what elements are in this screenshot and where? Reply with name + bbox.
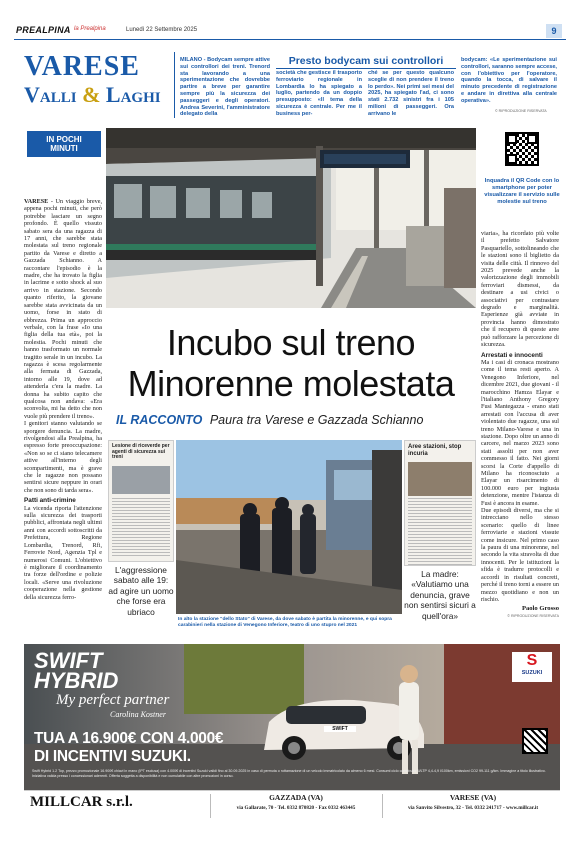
bodycam-lead: MILANO - Bodycam sempre attive sui controllori dei treni. Trenord sta lavorando a una sperimentazione che dovrebbe partire a breve per garantire sempre più la sicurezza dei passeggeri e degli operatori. Andrea Severini, l'amministratore delegato della (180, 57, 270, 118)
pull-quote-right: La madre: «Valutiamo una denuncia, grave non sentirsi sicuri a quell'ora» (404, 569, 476, 621)
ad-offer-2: DI INCENTIVI SUZUKI. (34, 748, 191, 765)
section-title-laghi: Laghi (105, 82, 161, 107)
ad-plate: SWIFT (324, 726, 356, 732)
ad-model-2: HYBRID (34, 668, 119, 693)
col4-paragraph-1: viaria», ha ricordato più volte il prefetto Salvatore Pasquariello, sottolineando che le stazioni sono il biglietto da visita delle città. Il rinnovo del 2025 prevede anche la valorizzazione degli immobili ferroviari dismessi, da destinare a usi civici o associativi per contrastare degrado e marginalità. Esperienze già avviate in provincia hanno dimostrato che il recupero di queste aree può rafforzare la percezione di sicurezza. (481, 230, 559, 349)
suzuki-ad[interactable] (24, 644, 560, 790)
ad-brand: SUZUKI (521, 670, 543, 676)
clipping-left-head: Lesione di riceverde per agenti di sicurezza sui treni (112, 443, 170, 461)
headline-line-1: Incubo sul treno (166, 322, 416, 363)
bodycam-col2: società che gestisce il trasporto ferroviario regionale in Lombardia lo ha spiegato a luglio, partendo da un doppio presupposto: «Il tema della sicurezza è centrale. Per me il business per- (276, 70, 362, 117)
bodycam-credit: © RIPRODUZIONE RISERVATA (495, 109, 547, 113)
headline-line-2: Minorenne molestata (127, 363, 455, 404)
dateline: VARESE (24, 198, 49, 205)
newspaper-logo-tag: la Prealpina (74, 26, 106, 32)
qr-caption: Inquadra il QR Code con lo smartphone per poter visualizzare il servizio sulle molestie sul treno (484, 178, 560, 205)
clipping-right-head: Aree stazioni, stop incuria (408, 444, 462, 457)
clipping-left (108, 440, 174, 562)
suzuki-s-icon: S (526, 652, 538, 669)
col1-paragraph-2: I genitori stanno valutando se sporgere denuncia. La madre, rivolgendosi alla Prealpina, ha espresso forte preoccupazione: «Non so se ci siano telecamere attive all'interno degli scompartimenti, ma è grave che le ragazze non possano sentirsi sicure neppure in orari che non sono di tarda sera». (24, 420, 102, 494)
ad-model-1: SWIFT (34, 648, 103, 673)
ad-signature: Carolina Kostner (110, 710, 166, 719)
in-pochi-minuti-badge: IN POCHI MINUTI (27, 131, 101, 157)
section-title-block (24, 52, 172, 114)
section-divider (174, 52, 175, 118)
section-title-valli: Valli (24, 82, 77, 107)
dealer-name: MILLCAR s.r.l. (30, 794, 133, 810)
col1-paragraph-1: - Un viaggio breve, appena pochi minuti, che però potrebbe lasciare un segno profondo. È quello vissuto sabato sera da una ragazza di 17 anni, che sarebbe stata molestata sul treno regionale partito da Varese e diretto a Gazzada Schianno. A raccontare l'episodio è la madre, che ha trovato la figlia in lacrime e sotto shock al suo arrivo in stazione. Secondo quanto riferito, la giovane sarebbe stata avvicinata da un uomo, forse in stato di ebbrezza. Prima un approccio verbale, con la frase «Io una figlia della tua età», poi la molestia. Pochi minuti che hanno trasformato un normale tragitto serale in un incubo. La ragazza è scesa regolarmente alla fermata di Gazzada, intorno alle 19, dove ad attenderla c'era la madre. La donna ha subito capito che qualcosa non andava: «Era sconvolta, mi ha detto che non vuole più prendere il treno». (24, 198, 102, 420)
section-title-varese: VARESE (24, 51, 140, 82)
station-photo (106, 128, 476, 308)
article-credit: © RIPRODUZIONE RISERVATA (507, 613, 559, 618)
col4-paragraph-3: Due episodi diversi, ma che si intrecciano nello stesso scenario: quello di linee ferroviarie e stazioni vissute come insicure. Nel primo caso la paura di una minorenne, nel secondo la vita stravolta di due innocenti. Per le istituzioni la sfida è tradurre protocolli e accordi in risultati concreti, perché il treno torni a essere un mezzo quotidiano e non un rischio. (481, 507, 559, 603)
bodycam-title: Presto bodycam sui controllori (276, 55, 456, 69)
subtitle: Paura tra Varese e Gazzada Schianno (209, 413, 424, 427)
ad-slogan: My perfect partner (56, 692, 170, 708)
newspaper-logo: PREALPINA (16, 25, 71, 35)
qr-code-icon[interactable] (505, 132, 539, 166)
kicker-row (116, 413, 476, 427)
issue-date: Lunedì 22 Settembre 2025 (126, 27, 198, 33)
pull-quote-left: L'aggressione sabato alle 19: ad agire un uomo che forse era ubriaco (108, 565, 174, 617)
ad-offer-1: TUA A 16.900€ CON 4.000€ (34, 730, 224, 747)
col1-paragraph-3: La vicenda riporta l'attenzione sulla sicurezza dei trasporti pubblici, affrontata negli ultimi anni con accordi sottoscritti da Prefettura, Regione Lombardia, Trenord, Rfi, Ferrovie Nord, Agenzia Tpl e numerosi Comuni. L'obiettivo è migliorare il coordinamento tra forze dell'ordine e polizie locali. «Serve una rivoluzione cooperazione nella gestione della sicurezza ferro- (24, 504, 102, 601)
dealer-loc2-city: VARESE (VA) (449, 793, 497, 802)
ad-qr-icon[interactable] (522, 728, 548, 754)
subhead-arrestati: Arrestati e innocenti (481, 351, 543, 359)
section-title-amp: & (82, 82, 101, 107)
page-number: 9 (546, 24, 562, 38)
dealer-loc2-addr: via Sanvito Silvestro, 32 - Tel. 0332 241717 - www.millcar.it (407, 805, 539, 811)
dealer-loc1-city: GAZZADA (VA) (269, 793, 323, 802)
qr-panel (478, 128, 566, 226)
kicker: IL RACCONTO (116, 413, 203, 427)
bodycam-col3: ché se per questo qualcuno sceglie di non prendere il treno lo perdo». Nei primi sei mesi del 2025, ha spiegato l'ad, ci sono stati 2.732 sinistri fra i 105 milioni di passeggeri. Ora arrivano le (368, 70, 454, 117)
page-header (14, 24, 566, 40)
article-col1 (24, 198, 102, 601)
article-col4 (481, 230, 559, 620)
ad-legal: Swift Hybrid 1.2 Top, prezzo promozionale 16.900€ chiavi in mano (IPT esclusa) con 4.000€ di incentivi Suzuki validi fino al 30.09.2025 in caso di permuta o rottamazione di un veicolo immatricolato da almeno 6 mesi. Consumi ciclo combinato WLTP 4,4-4,9 l/100km, emissioni CO2 99-111 g/km. Immagine a titolo illustrativo. Iniziativa valida presso i concessionari aderenti. Offerta soggetta a disponibilità e non cumulabile con altre promozioni in corso. (32, 769, 546, 778)
dealer-bar (24, 790, 560, 820)
carabinieri-photo (176, 440, 402, 614)
suzuki-logo (512, 652, 552, 682)
author: Paolo Grosso (521, 605, 559, 613)
dealer-loc1-addr: via Gallarate, 70 - Tel. 0332 870820 - Fax 0332 463445 (236, 805, 356, 811)
bodycam-col4: bodycam: «Le sperimentazione sui controllori, saranno sempre accese, con l'obiettivo per l'operatore, quando la tocca, di salvare il minuto precedente di registrazione e andare in direttiva alla centrale operativa». (461, 57, 557, 104)
clipping-right (404, 440, 476, 566)
col4-paragraph-2: Ma i casi di cronaca mostrano come il tema resti aperto. A Venegono Inferiore, nel dicembre 2021, due giovani - il marocchino Hamza Elayar e l'italiano Anthony Gregory Fusi Mantegazza - erano stati arrestati con l'accusa di aver violentato due ragazze, una sul treno Milano-Varese e una in stazione. Dopo oltre un anno di carcere, nel marzo 2023 sono stati assolti per non aver commesso il fatto. Nei giorni scorsi la Corte d'appello di Milano ha riconosciuto a Elayar un risarcimento di 100.000 euro per ingiusta detenzione, mentre l'istanza di Fusi è ancora in esame. (481, 358, 559, 507)
photo-caption: In alto la stazione "dello Stato" di Varese, da dove sabato è partita la minorenne, e qui sopra carabinieri nella stazione di Venegono Inferiore, teatro di uno stupro nel 2021 (178, 617, 392, 628)
subhead-patti: Patti anti-crimine (24, 497, 76, 505)
